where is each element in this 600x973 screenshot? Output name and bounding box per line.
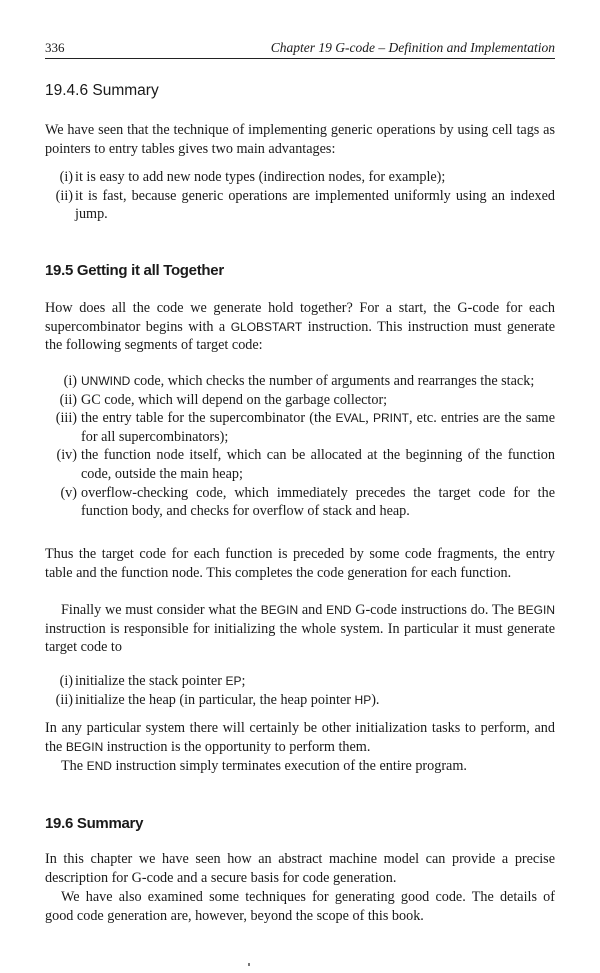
list-item-text: initialize the heap (in particular, the heap pointer bbox=[75, 691, 355, 708]
list-item-text: it is fast, because generic operations are implemented uniformly using an indexed jump. bbox=[75, 187, 555, 223]
list-marker: (iv) bbox=[56, 447, 77, 464]
code-begin: BEGIN bbox=[65, 739, 104, 754]
paragraph-other-init bbox=[45, 719, 555, 756]
list-marker: (ii) bbox=[59, 391, 77, 408]
list-marker: (v) bbox=[60, 484, 77, 501]
page-number: 336 bbox=[45, 40, 65, 55]
text-run: , bbox=[365, 410, 373, 427]
target-code-segments-list bbox=[45, 372, 555, 521]
list-marker: (i) bbox=[63, 373, 77, 389]
code-print: PRINT bbox=[372, 411, 409, 426]
text-run: ). bbox=[371, 691, 380, 708]
code-hp: HP bbox=[354, 692, 372, 707]
code-end: END bbox=[326, 603, 352, 617]
list-item bbox=[45, 409, 555, 446]
text-run: and bbox=[298, 602, 327, 618]
scan-speck bbox=[248, 963, 250, 966]
text-run: The bbox=[61, 758, 87, 774]
advantages-list bbox=[45, 168, 555, 224]
list-item-text: overflow-checking code, which immediately precedes the target code for the function body, and checks for overflow of stack and heap. bbox=[81, 484, 555, 520]
text-run: instruction simply terminates execution of the entire program. bbox=[111, 758, 467, 774]
code-eval: EVAL bbox=[335, 411, 366, 426]
list-item bbox=[45, 187, 555, 224]
text-run: G-code instructions do. The bbox=[351, 602, 518, 618]
code-end: END bbox=[86, 759, 112, 773]
code-globstart: GLOBSTART bbox=[230, 319, 303, 334]
code-begin: BEGIN bbox=[517, 603, 556, 617]
list-item bbox=[45, 372, 555, 391]
code-unwind: UNWIND bbox=[81, 374, 131, 388]
text-run: Finally we must consider what the bbox=[61, 602, 261, 618]
list-marker: (i) bbox=[59, 169, 73, 185]
list-item-text: initialize the stack pointer bbox=[75, 673, 226, 689]
list-item bbox=[45, 691, 555, 710]
list-item-text: GC code, which will depend on the garbage collector; bbox=[81, 391, 388, 408]
paragraph-advantages-intro: We have seen that the technique of implementing generic operations by using cell tags as pointers to entry tables gives two main advantages: bbox=[45, 122, 555, 157]
text-run: In any particular system there will certainly be other initialization tasks to perform, and the bbox=[45, 720, 555, 755]
text-run: , etc. entries are the same for all supercombinators); bbox=[81, 410, 556, 445]
text-run: How does all the code we generate hold together? For a start, the G-code for each supercombinator begins with a bbox=[45, 300, 555, 335]
code-begin: BEGIN bbox=[260, 603, 299, 617]
text-run: ; bbox=[241, 673, 246, 689]
paragraph-chapter-summary: In this chapter we have seen how an abstract machine model can provide a precise description for G-code and a secure basis for code generation. bbox=[45, 851, 555, 886]
paragraph-begin-end bbox=[45, 601, 555, 657]
list-item bbox=[45, 484, 555, 521]
chapter-title: Chapter 19 G-code – Definition and Implementation bbox=[270, 40, 555, 55]
list-marker: (iii) bbox=[55, 410, 77, 427]
list-item-text: the entry table for the supercombinator (the bbox=[81, 410, 336, 427]
list-item-text: the function node itself, which can be allocated at the beginning of the function code, outside the main heap; bbox=[81, 447, 555, 482]
paragraph-globstart bbox=[45, 299, 555, 355]
list-item bbox=[45, 391, 555, 410]
list-marker: (ii) bbox=[55, 691, 73, 708]
list-item-text: it is easy to add new node types (indirection nodes, for example); bbox=[75, 169, 446, 185]
list-marker: (i) bbox=[59, 673, 73, 689]
list-item-text: code, which checks the number of arguments and rearranges the stack; bbox=[130, 373, 535, 389]
list-item bbox=[45, 672, 555, 691]
code-ep: EP bbox=[225, 674, 242, 688]
paragraph-good-code: We have also examined some techniques for generating good code. The details of good code generation are, however, beyond the scope of this book. bbox=[45, 889, 555, 924]
running-header bbox=[45, 40, 555, 59]
section-heading-19-5: 19.5 Getting it all Together bbox=[45, 262, 224, 279]
section-heading-19-4-6: 19.4.6 Summary bbox=[45, 82, 159, 99]
paragraph-end-instruction bbox=[45, 757, 555, 776]
list-item bbox=[45, 168, 555, 187]
list-item bbox=[45, 446, 555, 483]
begin-tasks-list bbox=[45, 672, 555, 709]
text-run: instruction. This instruction must generate the following segments of target code: bbox=[45, 318, 555, 354]
text-run: instruction is the opportunity to perform them. bbox=[103, 738, 371, 755]
text-run: instruction is responsible for initializing the whole system. In particular it must generate target code to bbox=[45, 620, 555, 656]
section-heading-19-6: 19.6 Summary bbox=[45, 815, 144, 832]
list-marker: (ii) bbox=[55, 187, 73, 204]
paragraph-function-preceded: Thus the target code for each function is preceded by some code fragments, the entry table and the function node. This completes the code generation for each function. bbox=[45, 546, 555, 581]
